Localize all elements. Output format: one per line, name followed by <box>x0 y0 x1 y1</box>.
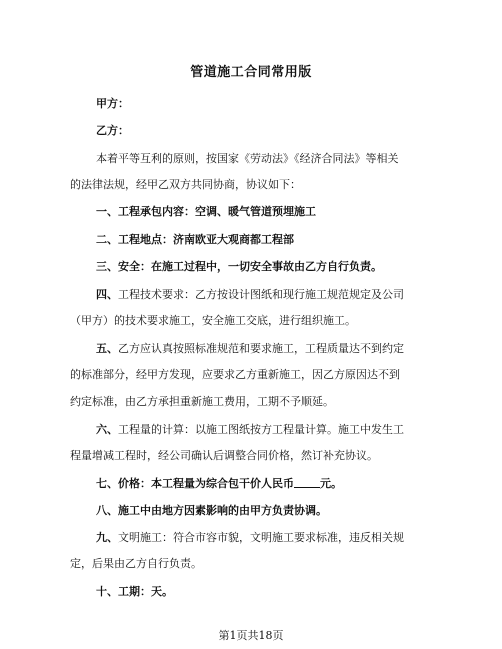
clause-4-line-1 <box>96 288 440 302</box>
clause-4-head: 四、 <box>96 288 118 301</box>
clause-9-head: 九、 <box>96 531 118 544</box>
clause-3: 三、安全：在施工过程中，一切安全事故由乙方自行负责。 <box>96 260 382 273</box>
clause-4-line-2: （甲方）的技术要求施工，安全施工交底，进行组织施工。 <box>70 314 356 327</box>
clause-5-text: 乙方应认真按照标准规范和要求施工，工程质量达不到约定 <box>118 342 404 355</box>
price-blank <box>294 477 320 488</box>
clause-5-line-1 <box>96 342 440 356</box>
party-a-label: 甲方： <box>96 97 129 110</box>
clause-5-head: 五、 <box>96 342 118 355</box>
clause-6-head: 六、 <box>96 423 118 436</box>
clause-10: 十、工期：天。 <box>96 585 173 598</box>
clause-1: 一、工程承包内容：空调、暖气管道预埋施工 <box>96 205 316 218</box>
party-b-label: 乙方： <box>96 124 129 137</box>
clause-4-text: 工程技术要求：乙方按设计图纸和现行施工规范规定及公司 <box>118 288 404 301</box>
clause-5-line-2: 的标准部分，经甲方发现，应要求乙方重新施工，因乙方原因达不到 <box>70 368 400 381</box>
clause-9-line-1 <box>96 531 440 545</box>
clause-7-after: 元。 <box>320 477 342 490</box>
clause-7 <box>96 477 440 491</box>
preamble-line-1: 本着平等互利的原则，按国家《劳动法》《经济合同法》等相关 <box>96 152 399 165</box>
page-footer: 第1页共18页 <box>218 629 284 642</box>
clause-9-text: 文明施工：符合市容市貌，文明施工要求标准，违反相关规 <box>118 531 404 544</box>
clause-5-line-3: 约定标准，由乙方承担重新施工费用，工期不予顺延。 <box>70 395 334 408</box>
preamble-line-2: 的法律法规，经甲乙双方共同协商，协议如下： <box>70 178 301 191</box>
clause-2: 二、工程地点：济南欧亚大观商都工程部 <box>96 233 294 246</box>
clause-7-before: 七、价格：本工程量为综合包干价人民币 <box>96 477 294 490</box>
clause-6-line-2: 程量增减工程时，经公司确认后调整合同价格，然订补充协议。 <box>70 449 378 462</box>
clause-6-line-1 <box>96 423 440 437</box>
clause-6-text: 工程量的计算：以施工图纸按方工程量计算。施工中发生工 <box>118 423 404 436</box>
page-title: 管道施工合同常用版 <box>190 65 312 80</box>
clause-9-line-2: 定，后果由乙方自行负责。 <box>70 557 202 570</box>
clause-8: 八、施工中由地方因素影响的由甲方负责协调。 <box>96 504 327 517</box>
